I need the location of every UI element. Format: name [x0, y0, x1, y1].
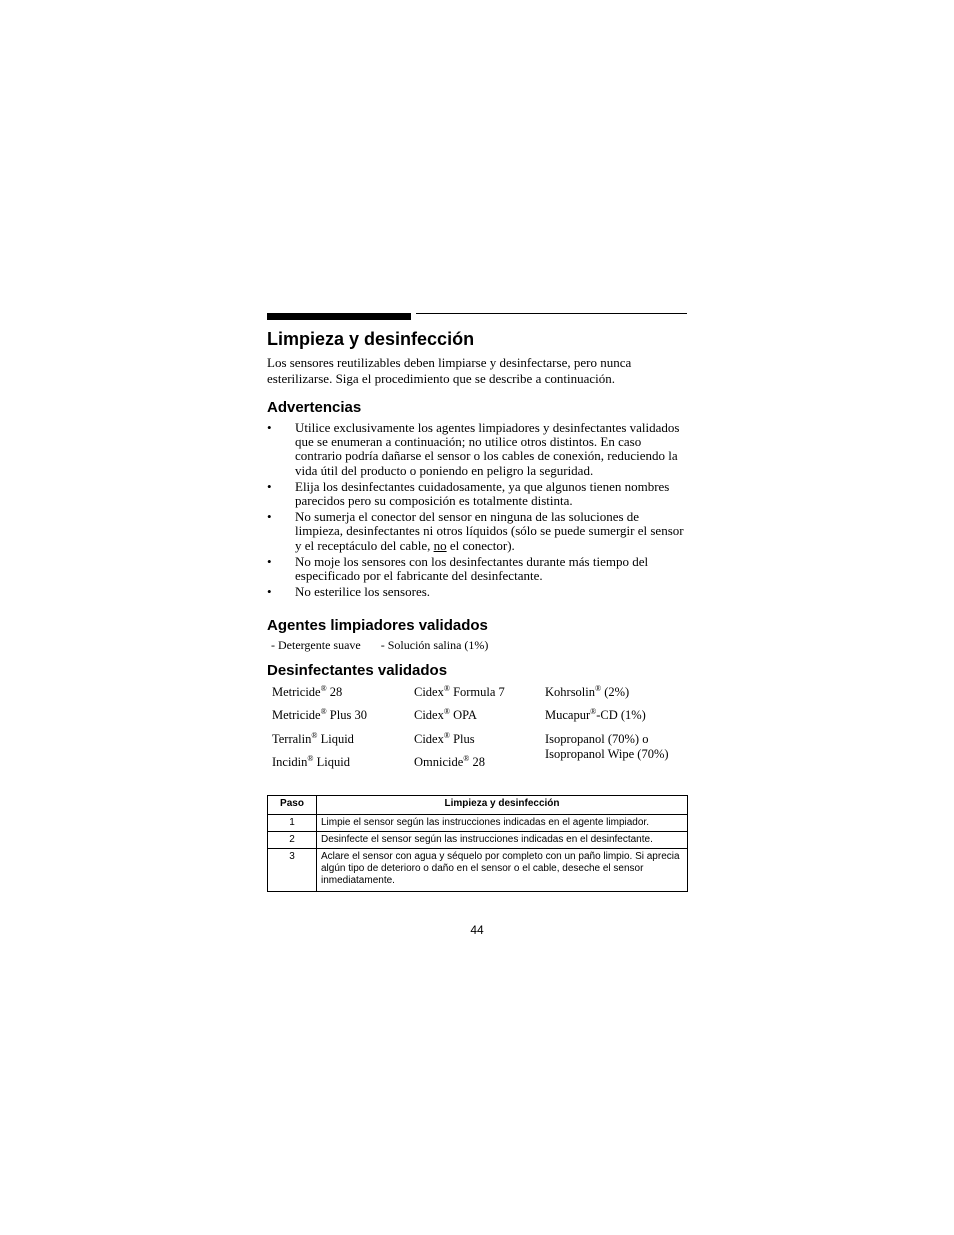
section-rule-thin — [416, 313, 687, 314]
disinfectant-item: Cidex® OPA — [414, 706, 477, 722]
list-item — [267, 480, 687, 508]
warnings-heading: Advertencias — [267, 399, 362, 416]
intro-paragraph: Los sensores reutilizables deben limpiarse y desinfectarse, pero nunca esterilizarse. Siga el procedimiento que se describe a continuación. — [267, 355, 632, 386]
list-item — [267, 585, 687, 599]
steps-table — [267, 795, 688, 892]
table-row — [268, 815, 688, 832]
cleaning-agent: - Solución salina (1%) — [380, 638, 489, 652]
table-row — [268, 832, 688, 849]
step-number: 2 — [268, 832, 317, 849]
disinfectant-item: Omnicide® 28 — [414, 753, 485, 769]
step-text: Desinfecte el sensor según las instrucciones indicadas en el desinfectante. — [317, 832, 688, 849]
list-item — [267, 421, 687, 478]
column-header-procedure: Limpieza y desinfección — [317, 796, 688, 815]
bullet-icon: • — [267, 509, 272, 525]
cleaning-agents-list — [271, 638, 488, 653]
list-item — [267, 555, 687, 583]
warnings-list — [267, 421, 687, 601]
list-item — [267, 510, 687, 553]
column-header-step: Paso — [268, 796, 317, 815]
bullet-icon: • — [267, 584, 272, 600]
disinfectants-heading: Desinfectantes validados — [267, 662, 448, 679]
bullet-icon: • — [267, 553, 272, 569]
warning-text: No moje los sensores con los desinfectantes durante más tiempo del especificado por el fabricante del desinfectante. — [295, 553, 649, 584]
warning-text: Utilice exclusivamente los agentes limpiadores y desinfectantes validados que se enumeran a continuación; no utilice otros distintos. En caso contrario podría dañarse el sensor o los cables de conexión, reduciendo la vida útil del producto o poniendo en peligro la seguridad. — [295, 420, 680, 478]
cleaning-agent: - Detergente suave — [271, 638, 361, 652]
disinfectant-item: Isopropanol (70%) o — [545, 732, 649, 746]
disinfectant-item: Isopropanol Wipe (70%) — [545, 747, 669, 761]
disinfectant-item: Metricide® 28 — [272, 683, 343, 699]
table-header-row — [268, 796, 688, 815]
disinfectant-item: Metricide® Plus 30 — [272, 706, 367, 722]
section-rule-thick — [267, 313, 411, 320]
page-title: Limpieza y desinfección — [267, 329, 475, 349]
page-number: 44 — [470, 923, 484, 937]
warning-text: No sumerja el conector del sensor en ninguna de las soluciones de limpieza, desinfectantes ni otros líquidos (sólo se puede sumergir el sensor y el receptáculo del cable, — [295, 509, 684, 553]
emphasis-no: no — [433, 537, 447, 553]
step-number: 3 — [268, 849, 317, 892]
warning-text: Elija los desinfectantes cuidadosamente, ya que algunos tienen nombres parecidos pero su composición es totalmente distinta. — [295, 478, 670, 509]
step-text: Aclare el sensor con agua y séquelo por completo con un paño limpio. Si aprecia algún tipo de deterioro o daño en el sensor o el cable, deseche el sensor inmediatamente. — [317, 849, 688, 892]
bullet-icon: • — [267, 420, 272, 435]
disinfectant-item: Terralin® Liquid — [272, 730, 354, 746]
warning-text-end: el conector). — [446, 537, 515, 553]
disinfectant-item: Cidex® Plus — [414, 730, 475, 746]
bullet-icon: • — [267, 478, 272, 494]
disinfectant-item: Kohrsolin® (2%) — [545, 683, 630, 699]
disinfectant-item: Cidex® Formula 7 — [414, 683, 505, 699]
warning-text: No esterilice los sensores. — [295, 584, 431, 600]
disinfectant-item: Incidin® Liquid — [272, 753, 350, 769]
step-text: Limpie el sensor según las instrucciones indicadas en el agente limpiador. — [317, 815, 688, 832]
step-number: 1 — [268, 815, 317, 832]
table-row — [268, 849, 688, 892]
disinfectant-item: Mucapur®-CD (1%) — [545, 706, 646, 722]
cleaning-agents-heading: Agentes limpiadores validados — [267, 617, 488, 634]
